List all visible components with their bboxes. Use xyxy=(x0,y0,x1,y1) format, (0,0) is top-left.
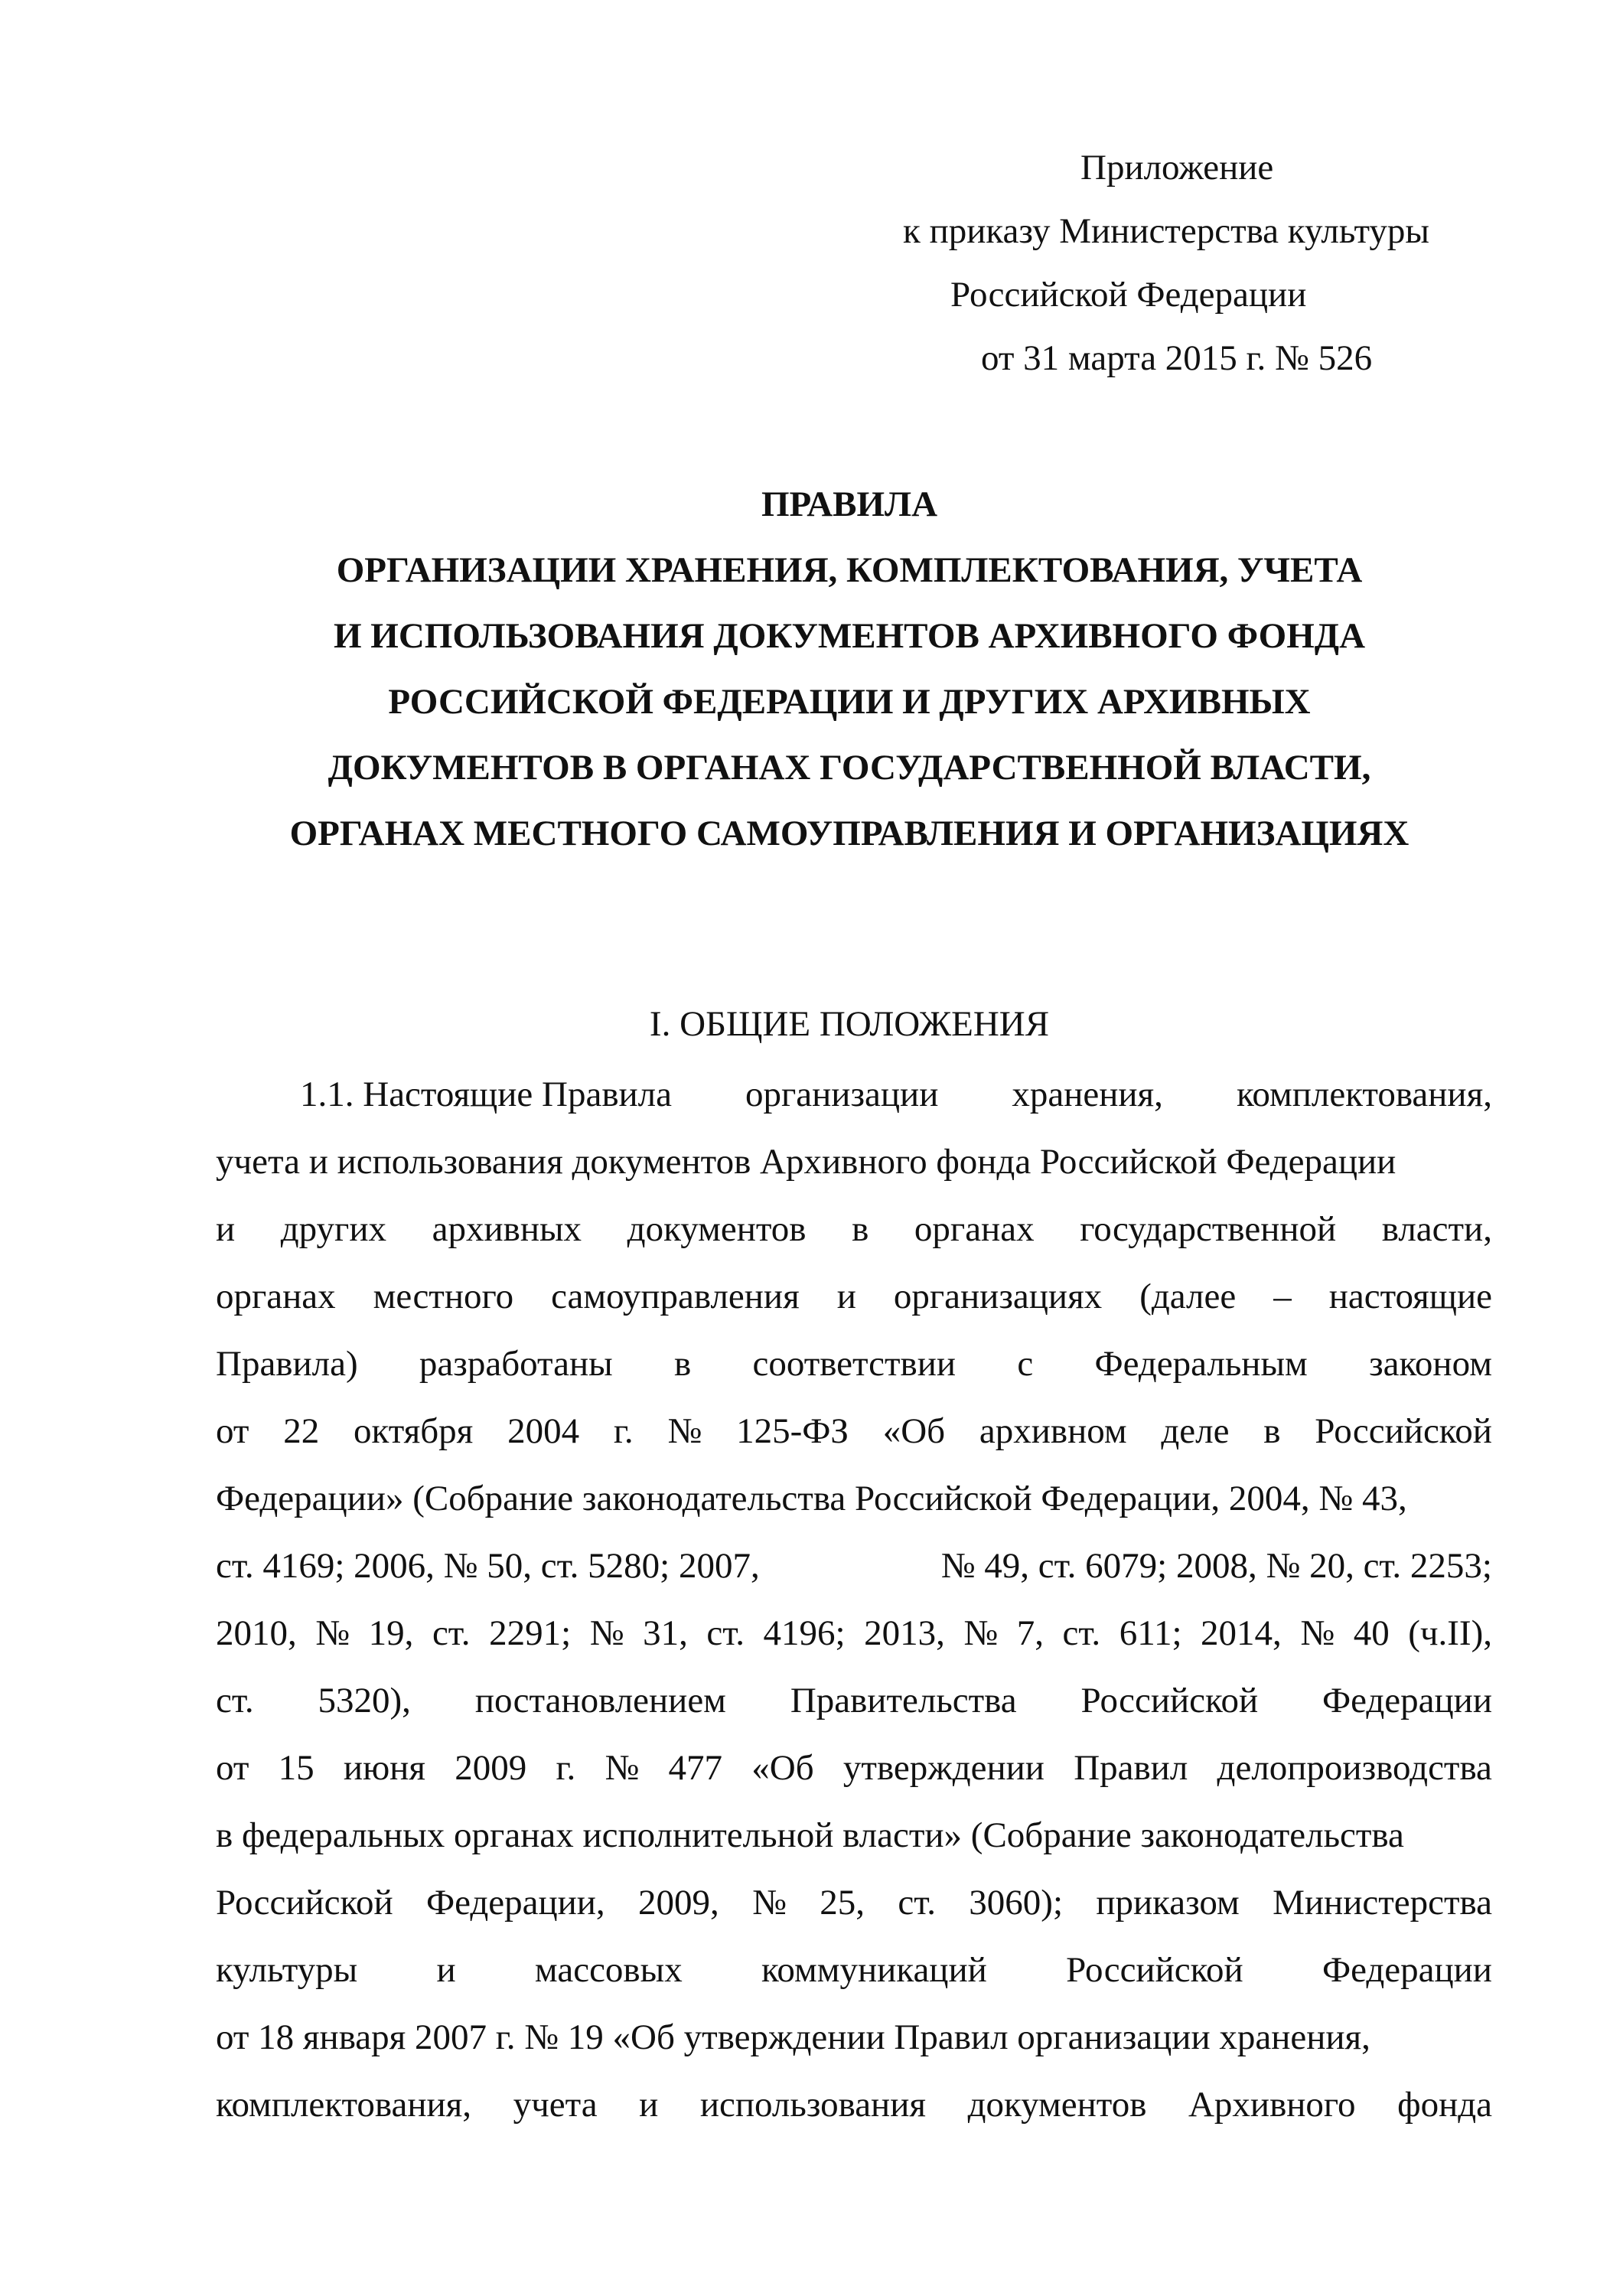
document-title xyxy=(153,471,1546,866)
paragraph-word: 2009 xyxy=(455,1748,527,1788)
paragraph-word: государственной xyxy=(1080,1209,1337,1249)
paragraph-word: ст. xyxy=(706,1613,745,1653)
paragraph-word: законом xyxy=(1369,1344,1492,1384)
paragraph-word: № xyxy=(1300,1613,1335,1653)
paragraph-word: Федерации xyxy=(1322,1681,1492,1720)
paragraph-word: ст. xyxy=(1062,1613,1101,1653)
paragraph-word: хранения, xyxy=(1012,1075,1163,1114)
paragraph-word: других xyxy=(280,1209,386,1249)
paragraph-word: и xyxy=(836,1277,856,1316)
paragraph-line xyxy=(216,1802,1492,1869)
paragraph-word: Федерации, xyxy=(425,1883,605,1923)
paragraph-line xyxy=(216,2004,1492,2071)
paragraph-word: октября xyxy=(354,1411,474,1451)
paragraph-word: и xyxy=(436,1950,456,1990)
paragraph-word: 5320), xyxy=(318,1681,411,1720)
paragraph-word: архивных xyxy=(432,1209,582,1249)
paragraph-word: (далее xyxy=(1139,1277,1237,1316)
paragraph-word: ст. xyxy=(898,1883,936,1923)
paragraph-word: г. xyxy=(613,1411,634,1451)
title-line: ОРГАНИЗАЦИИ ХРАНЕНИЯ, КОМПЛЕКТОВАНИЯ, УЧЕТА xyxy=(336,550,1363,590)
paragraph-word: 125-ФЗ xyxy=(736,1411,849,1451)
paragraph-word: самоуправления xyxy=(551,1277,800,1316)
paragraph-word: в xyxy=(852,1209,869,1249)
paragraph-word: культуры xyxy=(216,1950,358,1990)
title-line: ДОКУМЕНТОВ В ОРГАНАХ ГОСУДАРСТВЕННОЙ ВЛАСТИ, xyxy=(328,748,1371,788)
paragraph-word: (ч.II), xyxy=(1408,1613,1492,1653)
paragraph-word: утверждении xyxy=(842,1748,1045,1788)
paragraph-line xyxy=(216,1734,1492,1802)
paragraph-word: – xyxy=(1273,1277,1292,1316)
paragraph-word: массовых xyxy=(534,1950,683,1990)
paragraph-word: разработаны xyxy=(419,1344,613,1384)
paragraph-line xyxy=(216,1465,1492,1532)
paragraph-word: Правительства xyxy=(790,1681,1017,1720)
paragraph-word: 2013, xyxy=(864,1613,945,1653)
paragraph-word: ст. xyxy=(432,1613,471,1653)
paragraph-word: 611; xyxy=(1119,1613,1182,1653)
annex-line: от 31 марта 2015 г. № 526 xyxy=(981,338,1373,378)
paragraph-word: г. xyxy=(556,1748,576,1788)
paragraph-word: в xyxy=(1263,1411,1281,1451)
paragraph-word: июня xyxy=(343,1748,425,1788)
paragraph-word: от xyxy=(216,1411,249,1451)
paragraph-line xyxy=(216,1195,1492,1263)
title-line: И ИСПОЛЬЗОВАНИЯ ДОКУМЕНТОВ АРХИВНОГО ФОНДА xyxy=(333,616,1366,656)
paragraph-word: № xyxy=(315,1613,350,1653)
paragraph-word: ст. xyxy=(216,1681,254,1720)
paragraph-line xyxy=(216,1936,1492,2004)
paragraph-word: Правил xyxy=(1074,1748,1188,1788)
paragraph-word: и xyxy=(639,2085,659,2125)
paragraph-line xyxy=(216,1532,1492,1600)
paragraph-word: использования xyxy=(699,2085,926,2125)
paragraph-word: архивном xyxy=(979,1411,1127,1451)
title-line: РОССИЙСКОЙ ФЕДЕРАЦИИ И ДРУГИХ АРХИВНЫХ xyxy=(388,682,1311,722)
paragraph-word: Российской xyxy=(216,1883,393,1923)
paragraph-word: 31, xyxy=(643,1613,688,1653)
section-heading: I. ОБЩИЕ ПОЛОЖЕНИЯ xyxy=(649,1004,1050,1044)
paragraph-word: 25, xyxy=(820,1883,865,1923)
title-line: ПРАВИЛА xyxy=(761,484,938,524)
paragraph-word: 22 xyxy=(283,1411,320,1451)
paragraph-word: Федерации» (Собрание законодательства Российской Федерации, 2004, № 43, xyxy=(216,1479,1407,1518)
paragraph-word: 4196; xyxy=(763,1613,846,1653)
paragraph-word: 7, xyxy=(1016,1613,1044,1653)
paragraph-line xyxy=(216,1667,1492,1734)
paragraph-word: делопроизводства xyxy=(1217,1748,1492,1788)
paragraph-word: 15 xyxy=(278,1748,314,1788)
paragraph-word: «Об xyxy=(882,1411,946,1451)
paragraph-line xyxy=(216,1869,1492,1936)
paragraph-word: приказом xyxy=(1096,1883,1240,1923)
paragraph-word: в xyxy=(673,1344,692,1384)
paragraph-word: 2291; xyxy=(489,1613,572,1653)
title-line: ОРГАНАХ МЕСТНОГО САМОУПРАВЛЕНИЯ И ОРГАНИЗАЦИЯХ xyxy=(289,814,1410,853)
annex-block xyxy=(842,136,1530,390)
paragraph-word: в федеральных органах исполнительной власти» (Собрание законодательства xyxy=(216,1815,1404,1855)
paragraph-word: № xyxy=(752,1883,787,1923)
paragraph-word: 40 xyxy=(1353,1613,1390,1653)
paragraph-word: Федерации xyxy=(1322,1950,1492,1990)
paragraph-word: № xyxy=(605,1748,640,1788)
paragraph-word: Архивного xyxy=(1188,2085,1356,2125)
paragraph-word: организации xyxy=(745,1075,939,1114)
paragraph-word: 3060); xyxy=(969,1883,1064,1923)
paragraph-word: Российской xyxy=(1080,1681,1259,1720)
paragraph-line xyxy=(216,1128,1492,1195)
paragraph-line xyxy=(216,1061,1492,1128)
paragraph-word: постановлением xyxy=(474,1681,726,1720)
paragraph-word: ст. 4169; 2006, № 50, ст. 5280; 2007, xyxy=(216,1546,760,1586)
paragraph-word: 2010, xyxy=(216,1613,297,1653)
paragraph-word: Министерства xyxy=(1273,1883,1492,1923)
paragraph-word: коммуникаций xyxy=(761,1950,987,1990)
paragraph-word: от 18 января 2007 г. № 19 «Об утверждении Правил организации хранения, xyxy=(216,2017,1370,2057)
annex-line: к приказу Министерства культуры xyxy=(903,211,1429,251)
paragraph-word: № xyxy=(667,1411,702,1451)
paragraph-line xyxy=(216,2071,1492,2138)
paragraph-word: с xyxy=(1017,1344,1034,1384)
paragraph-line xyxy=(216,1330,1492,1397)
annex-line: Приложение xyxy=(1080,148,1274,188)
paragraph-word: Федеральным xyxy=(1094,1344,1308,1384)
paragraph-1-1 xyxy=(216,1061,1492,2138)
paragraph-word: 477 xyxy=(668,1748,723,1788)
paragraph-line xyxy=(216,1263,1492,1330)
annex-line: Российской Федерации xyxy=(950,275,1307,315)
paragraph-word: документов xyxy=(627,1209,807,1249)
paragraph-word: 2014, xyxy=(1201,1613,1282,1653)
paragraph-word: 2004 xyxy=(507,1411,580,1451)
paragraph-word: учета xyxy=(513,2085,598,2125)
paragraph-word: № xyxy=(589,1613,624,1653)
paragraph-word: «Об xyxy=(751,1748,814,1788)
paragraph-word: Правила) xyxy=(216,1344,358,1384)
paragraph-word: фонда xyxy=(1397,2085,1492,2125)
paragraph-word: и xyxy=(216,1209,236,1249)
paragraph-word: местного xyxy=(373,1277,514,1316)
paragraph-line xyxy=(216,1600,1492,1667)
paragraph-word: комплектования, xyxy=(216,2085,472,2125)
paragraph-word: соответствии xyxy=(752,1344,957,1384)
paragraph-word: 19, xyxy=(368,1613,414,1653)
paragraph-word: организациях xyxy=(893,1277,1103,1316)
paragraph-word: органах xyxy=(216,1277,336,1316)
paragraph-word: органах xyxy=(914,1209,1035,1249)
paragraph-word: документов xyxy=(967,2085,1147,2125)
paragraph-word: 1.1. Настоящие Правила xyxy=(300,1075,672,1114)
paragraph-line xyxy=(216,1397,1492,1465)
paragraph-word: № 49, ст. 6079; 2008, № 20, ст. 2253; xyxy=(940,1546,1492,1586)
paragraph-word: настоящие xyxy=(1328,1277,1492,1316)
paragraph-word: комплектования, xyxy=(1236,1075,1492,1114)
paragraph-word: Российской xyxy=(1315,1411,1492,1451)
paragraph-word: от xyxy=(216,1748,249,1788)
paragraph-word: № xyxy=(963,1613,999,1653)
paragraph-word: власти, xyxy=(1381,1209,1492,1249)
paragraph-word: деле xyxy=(1161,1411,1230,1451)
paragraph-word: Российской xyxy=(1066,1950,1243,1990)
paragraph-word: учета и использования документов Архивного фонда Российской Федерации xyxy=(216,1142,1396,1182)
paragraph-word: 2009, xyxy=(638,1883,719,1923)
